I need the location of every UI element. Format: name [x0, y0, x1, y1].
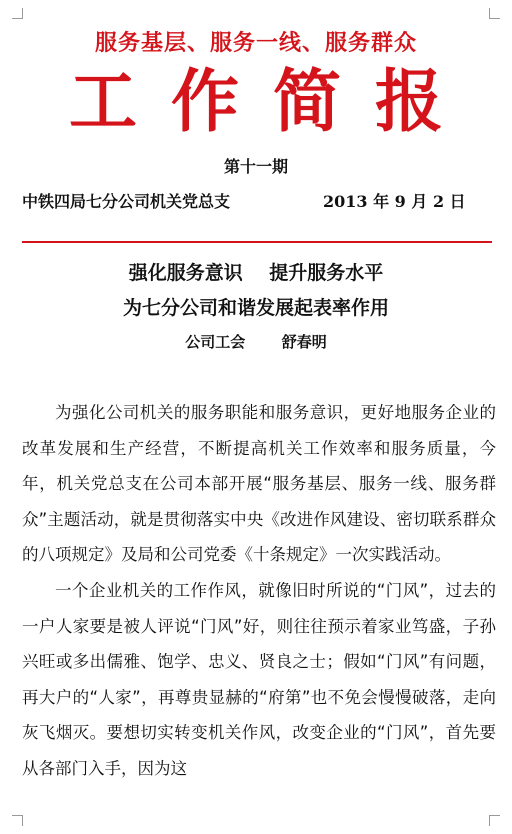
- publisher-name: 中铁四局七分公司机关党总支: [22, 192, 231, 211]
- page-corner-mark-bottom-right: [489, 815, 500, 826]
- article-body: [22, 395, 496, 787]
- masthead-title: 工作简报: [68, 62, 477, 142]
- article-title-line-2: 为七分公司和谐发展起表率作用: [122, 297, 389, 319]
- body-paragraph-1: 为强化公司机关的服务职能和服务意识，更好地服务企业的改革发展和生产经营，不断提高机关工作效率和服务质量，今年，机关党总支在公司本部开展“服务基层、服务一线、服务群众”主题活动，就是贯彻落实中央《改进作风建设、密切联系群众的八项规定》及局和公司党委《十条规定》一次实践活动。: [22, 403, 496, 565]
- issue-date: 2013 年 9 月 2 日: [323, 192, 466, 211]
- issue-number: 第十一期: [223, 157, 288, 176]
- page-corner-mark-top-right: [489, 8, 500, 19]
- page-corner-mark-top-left: [12, 8, 23, 19]
- body-paragraph-2: 一个企业机关的工作作风，就像旧时所说的“门风”，过去的一户人家要是被人评说“门风”好，则往往预示着家业笃盛，子孙兴旺或多出儒雅、饱学、忠义、贤良之士；假如“门风”有问题，再大户的“人家”，再尊贵显赫的“府第”也不免会慢慢破落，走向灰飞烟灭。要想切实转变机关作风，改变企业的“门风”，首先要从各部门入手，因为这: [22, 580, 496, 778]
- article-title-line-1: 强化服务意识 提升服务水平: [128, 262, 384, 284]
- header-divider: [22, 241, 492, 243]
- article-byline: 公司工会 舒春明: [185, 333, 327, 351]
- page-corner-mark-bottom-left: [12, 815, 23, 826]
- slogan-heading: 服务基层、服务一线、服务群众: [94, 30, 417, 56]
